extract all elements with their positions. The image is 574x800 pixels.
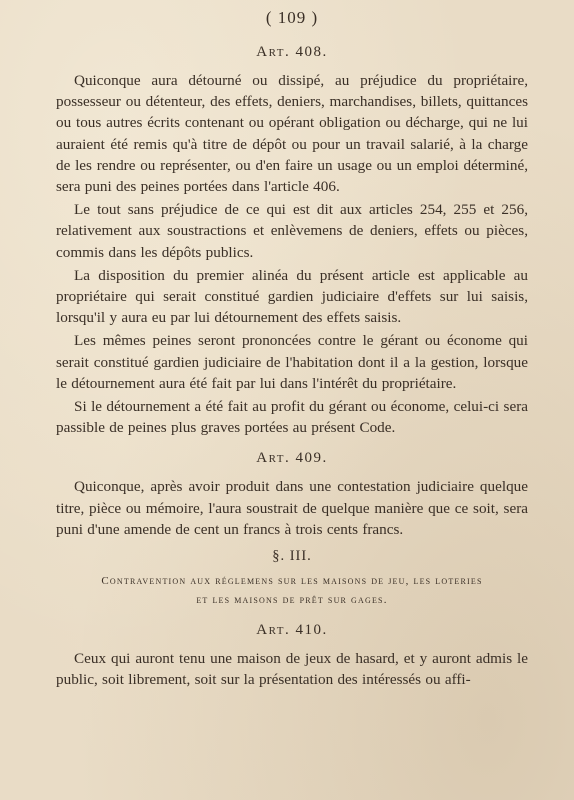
section-title-line: et les maisons de prêt sur gages.: [196, 594, 388, 607]
article-heading: Art. 410.: [256, 622, 328, 639]
section-title: [56, 572, 528, 610]
article-409: [56, 448, 528, 540]
paragraph: Le tout sans préjudice de ce qui est dit aux articles 254, 255 et 256, relativement aux soustractions et enlèvemens de deniers, effets ou pièces, commis dans les dépôts publics.: [56, 201, 528, 261]
paragraph: Si le détournement a été fait au profit du gérant ou économe, celui-ci sera passible de peines plus graves portées au présent Code.: [56, 398, 528, 437]
article-heading: Art. 409.: [256, 450, 328, 467]
paragraph: Les mêmes peines seront prononcées contre le gérant ou économe qui serait constitué gardien judiciaire de l'habitation dont il a la gestion, lorsque le détournement aura été fait par lui dans l'intérêt du propriétaire.: [56, 332, 528, 392]
article-410: [56, 620, 528, 690]
paragraph: Quiconque, après avoir produit dans une contestation judiciaire quelque titre, pièce ou mémoire, l'aura soustrait de quelque manière que ce soit, sera puni d'une amende de cent un francs à trois cents francs.: [56, 478, 528, 538]
paragraph: Quiconque aura détourné ou dissipé, au préjudice du propriétaire, possesseur ou détenteur, des effets, deniers, marchandises, billets, quittances ou tous autres écrits contenant ou opérant obligation ou décharge, qui ne lui auraient été remis qu'à titre de dépôt ou pour un travail salarié, à la charge de les rendre ou représenter, ou d'en faire un usage ou un emploi déterminé, sera puni des peines portées dans l'article 406.: [56, 72, 528, 196]
paragraph: Ceux qui auront tenu une maison de jeux de hasard, et y auront admis le public, soit librement, soit sur la présentation des intéressés ou affi-: [56, 650, 528, 689]
paragraph: La disposition du premier alinéa du présent article est applicable au propriétaire qui serait constitué gardien judiciaire d'effets sur lui saisis, lorsqu'il y aura eu par lui détournement des effets saisis.: [56, 266, 528, 327]
page-number: ( 109 ): [265, 8, 319, 27]
article-heading: Art. 408.: [256, 44, 328, 60]
section-3: [56, 546, 528, 610]
section-heading: §. III.: [272, 548, 312, 565]
article-408: [56, 42, 528, 438]
section-title-line: Contravention aux réglemens sur les maisons de jeu, les loteries: [101, 575, 483, 588]
